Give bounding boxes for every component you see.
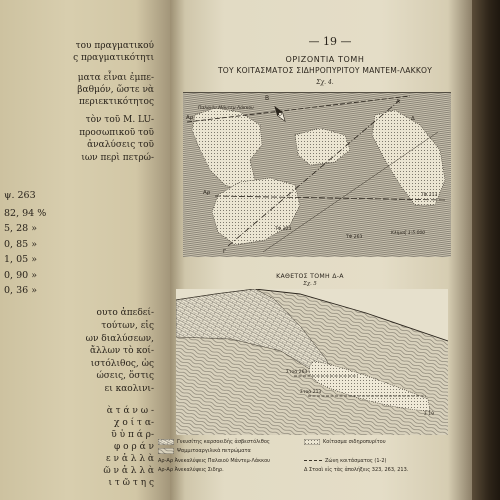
figure-4-subtitle: ΤΟΥ ΚΟΙΤΑΣΜΑΤΟΣ ΣΙΔΗΡΟΠΥΡΙΤΟΥ ΜΑΝΤΕΜ-ΛΑΚΚΟΥ [217, 66, 433, 75]
scale-label: Κλίμαξ 1:5.000 [391, 231, 426, 236]
left-text-line: βαθμόν, ὥστε νὰ [77, 85, 154, 95]
point-d-label: Δ [411, 116, 415, 122]
left-text-line: ῦ ὑ π ά ρ- [111, 430, 154, 440]
vertical-section-diagram [176, 289, 448, 435]
legend-item-galleries [304, 466, 448, 475]
level-label: Σ 19 [424, 412, 434, 417]
analysis-value: 0, 90 » [4, 270, 38, 281]
left-text-line: προσωπικοῦ τοῦ [79, 128, 154, 138]
legend-label: Κοίτασμα σιδηροπυρίτου [323, 438, 386, 445]
page-number: — 19 — [308, 35, 352, 48]
gallery-upper-label: Στοά 263 [286, 370, 308, 375]
left-text-line: ἀναλύσεις τοῦ [87, 140, 154, 150]
left-text-line: ιων περὶ πετρώ- [81, 153, 154, 163]
page-edge-shadow [472, 0, 500, 500]
point-a-label: Α [396, 99, 400, 105]
left-text-line: χ ο ί τ α- [114, 418, 154, 428]
left-text-line: ώσεις, ὅστις [96, 371, 154, 381]
left-text-line: ιστόλιθος, ὡς [90, 359, 154, 369]
figure-5-caption: Σχ. 5 [303, 281, 317, 287]
legend-item-limestone [158, 437, 303, 446]
left-text-line: ὰ τ ά ν ω - [106, 406, 154, 416]
north-label: Β [265, 95, 270, 102]
schist-swatch [158, 448, 174, 454]
legend-label: Αρ-Αρ Ἀνεκαλύψεις Σιδηρ. [158, 467, 224, 473]
ar-lower-label: Αρ [203, 190, 211, 196]
left-text-line: ῶ ν ἀ λ λ ὰ [103, 466, 154, 476]
figure-legend [158, 437, 448, 477]
left-text-line: φ ο ρ ά ν [113, 442, 154, 452]
legend-label: Δ Στοαὶ εἰς τὰς ἀπολήξεις 323, 263, 213. [304, 467, 409, 473]
point-g-label: Γ [223, 249, 227, 255]
legend-item-old-exposures [158, 456, 303, 465]
ar-upper-label: Αρ [186, 115, 194, 121]
left-text-line: ει καολινι- [104, 384, 154, 394]
legend-item-schist [158, 447, 303, 456]
legend-label: Ψαμμιτοαργιλικὰ πετρώματα [177, 448, 251, 454]
zone-line-swatch [304, 460, 322, 461]
limestone-swatch [158, 439, 174, 445]
gallery-lower-label: Στοά 213 [300, 390, 322, 395]
left-text-line: ἄλλων τὸ κοί- [89, 346, 154, 356]
left-text-line: περιεκτικότητος [78, 97, 154, 107]
left-text-line: ων διαλύσεων, [85, 334, 154, 344]
legend-label: Ζώνη κοιτάσματος (1-2) [325, 457, 387, 464]
legend-item-ore [304, 437, 448, 446]
figure-4-title: ΟΡΙΖΟΝΤΙΑ ΤΟΜΗ [285, 55, 365, 64]
legend-item-zone [304, 456, 448, 465]
analysis-value: 0, 85 » [4, 239, 38, 250]
left-text-line: ματα εἶναι ἐμπε- [77, 73, 154, 83]
analysis-value: 5, 28 » [4, 223, 38, 234]
left-text-line: του πραγματικού [75, 41, 154, 51]
left-text-line: τούτων, εἰς [101, 321, 154, 331]
analysis-value: 0, 36 » [4, 285, 38, 296]
left-text-line: ε ν ἀ λ λ ὰ [105, 454, 154, 464]
left-page-text [0, 0, 154, 500]
legend-label: Αρ-Αρ Ἀνεκαλύψεις Παλαιοῦ Μάντεμ-Λάκκου [158, 457, 271, 464]
gallery-323-label: ΤΦ 323 [275, 227, 292, 232]
left-text-line: τὸν τοῦ Μ. LU- [85, 115, 154, 125]
gallery-263-label: ΤΦ 263 [346, 235, 363, 240]
left-text-line: ι τ ῶ τ η ς [108, 478, 154, 488]
analysis-value: 1, 05 » [4, 254, 38, 265]
analysis-value: ψ. 263 [4, 190, 36, 201]
ore-swatch [304, 439, 320, 445]
old-workings-label: Παλαιὸν Μάντεμ Λάκκου [198, 106, 254, 111]
horizontal-section-map [183, 92, 451, 257]
figure-5-title: ΚΑΘΕΤΟΣ ΤΟΜΗ Δ-Α [276, 273, 344, 280]
left-text-line: ς πραγματικότητι [73, 53, 154, 63]
analysis-value: 82, 94 % [4, 208, 47, 219]
legend-item-new-exposures [158, 466, 303, 475]
legend-label: Γνευσίτης καρσοειδὴς ἀσβεστόλιθος [177, 438, 270, 445]
left-text-line: ουτο ἀπεδεί- [96, 308, 154, 318]
figure-4-caption: Σχ. 4. [316, 79, 334, 86]
gallery-213-label: ΤΦ 213 [421, 193, 438, 198]
